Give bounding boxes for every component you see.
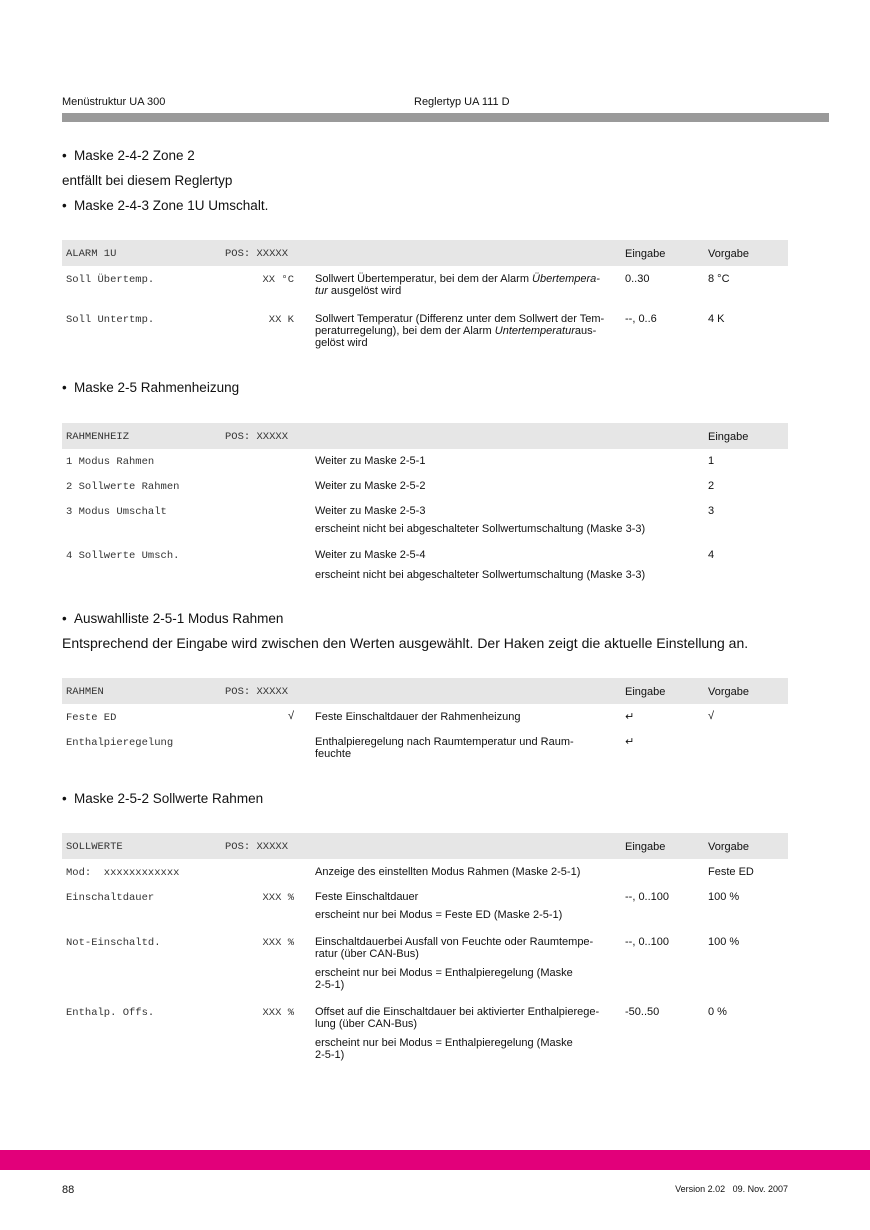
row-value: XXX % <box>262 892 294 904</box>
row-note: erscheint nur bei Modus = Enthalpieregelung (Maske 2-5-1) <box>315 1037 573 1061</box>
row-label: 2 Sollwerte Rahmen <box>66 481 180 493</box>
mask-name: ALARM 1U <box>66 248 117 260</box>
mask-name: RAHMEN <box>66 686 104 698</box>
row-description: Weiter zu Maske 2-5-3 <box>315 505 426 517</box>
row-description: Weiter zu Maske 2-5-2 <box>315 480 426 492</box>
col-eingabe: Eingabe <box>625 841 666 853</box>
footer-band <box>0 1150 870 1170</box>
row-eingabe: --, 0..100 <box>625 936 670 948</box>
row-label: 3 Modus Umschalt <box>66 506 167 518</box>
col-eingabe: Eingabe <box>625 686 666 698</box>
row-description: Anzeige des einstellten Modus Rahmen (Maske 2-5-1) <box>315 866 581 878</box>
row-description: Feste Einschaltdauer der Rahmenheizung <box>315 711 521 723</box>
row-value: XX °C <box>262 274 294 286</box>
col-vorgabe: Vorgabe <box>708 686 749 698</box>
row-vorgabe: 100 % <box>708 936 740 948</box>
row-eingabe: --, 0..6 <box>625 313 657 325</box>
row-vorgabe: 0 % <box>708 1006 727 1018</box>
col-eingabe: Eingabe <box>708 431 749 443</box>
table-header <box>62 240 788 266</box>
row-eingabe: 2 <box>708 480 715 492</box>
row-eingabe: --, 0..100 <box>625 891 670 903</box>
row-description: Offset auf die Einschaltdauer bei aktivierter Enthalpierege- lung (über CAN-Bus) <box>315 1006 600 1030</box>
section-heading: • Maske 2-4-3 Zone 1U Umschalt. <box>62 198 269 213</box>
row-vorgabe: 4 K <box>708 313 725 325</box>
section-note: entfällt bei diesem Reglertyp <box>62 173 233 188</box>
row-label: Enthalp. Offs. <box>66 1007 155 1019</box>
page-number: 88 <box>62 1184 75 1196</box>
row-label: Mod: xxxxxxxxxxxx <box>66 867 180 879</box>
row-eingabe: 3 <box>708 505 715 517</box>
mask-pos: POS: XXXXX <box>225 686 289 698</box>
row-note: erscheint nicht bei abgeschalteter Sollwertumschaltung (Maske 3-3) <box>315 523 646 535</box>
row-label: Not-Einschaltd. <box>66 937 161 949</box>
row-eingabe: 0..30 <box>625 273 650 285</box>
col-vorgabe: Vorgabe <box>708 841 749 853</box>
section-heading: • Auswahlliste 2-5-1 Modus Rahmen <box>62 611 284 626</box>
default-check-icon: √ <box>708 710 715 722</box>
header-rule <box>62 113 829 122</box>
row-label: Soll Übertemp. <box>66 274 155 286</box>
row-vorgabe: 8 °C <box>708 273 730 285</box>
row-description: Einschaltdauerbei Ausfall von Feuchte oder Raumtempe- ratur (über CAN-Bus) <box>315 936 594 960</box>
row-label: Feste ED <box>66 712 117 724</box>
mask-pos: POS: XXXXX <box>225 248 289 260</box>
row-eingabe: -50..50 <box>625 1006 660 1018</box>
row-label: Einschaltdauer <box>66 892 155 904</box>
enter-icon: ↵ <box>625 736 635 748</box>
section-heading: • Maske 2-5 Rahmenheizung <box>62 380 240 395</box>
enter-icon: ↵ <box>625 711 635 723</box>
col-vorgabe: Vorgabe <box>708 248 749 260</box>
table-header <box>62 678 788 704</box>
row-label: 1 Modus Rahmen <box>66 456 155 468</box>
mask-pos: POS: XXXXX <box>225 431 289 443</box>
row-description: Weiter zu Maske 2-5-4 <box>315 549 426 561</box>
row-value: XXX % <box>262 1007 294 1019</box>
mask-pos: POS: XXXXX <box>225 841 289 853</box>
row-description: Enthalpieregelung nach Raumtemperatur und Raum- feuchte <box>315 736 574 760</box>
row-note: erscheint nicht bei abgeschalteter Sollwertumschaltung (Maske 3-3) <box>315 569 646 581</box>
header-controller-type: Reglertyp UA 111 D <box>414 96 510 108</box>
mask-name: SOLLWERTE <box>66 841 123 853</box>
row-vorgabe: Feste ED <box>708 866 754 878</box>
row-note: erscheint nur bei Modus = Enthalpieregelung (Maske 2-5-1) <box>315 967 573 991</box>
row-eingabe: 1 <box>708 455 715 467</box>
row-label: Enthalpieregelung <box>66 737 174 749</box>
row-eingabe: 4 <box>708 549 715 561</box>
row-description: Feste Einschaltdauer <box>315 891 419 903</box>
section-heading: • Maske 2-5-2 Sollwerte Rahmen <box>62 791 264 806</box>
header-title: Menüstruktur UA 300 <box>62 96 166 108</box>
row-note: erscheint nur bei Modus = Feste ED (Maske 2-5-1) <box>315 909 563 921</box>
row-value: XXX % <box>262 937 294 949</box>
check-icon: √ <box>287 710 294 722</box>
table-header <box>62 423 788 449</box>
row-label: 4 Sollwerte Umsch. <box>66 550 180 562</box>
section-description: Entsprechend der Eingabe wird zwischen den Werten ausgewählt. Der Haken zeigt die aktuelle Einstellung an. <box>62 635 749 651</box>
mask-name: RAHMENHEIZ <box>66 431 130 443</box>
row-value: XX K <box>268 314 294 326</box>
version-date: Version 2.02 09. Nov. 2007 <box>675 1184 788 1194</box>
table-header <box>62 833 788 859</box>
section-heading: • Maske 2-4-2 Zone 2 <box>62 148 195 163</box>
row-description: Sollwert Übertemperatur, bei dem der Alarm Übertempera- tur ausgelöst wird <box>315 273 600 297</box>
row-label: Soll Untertmp. <box>66 314 155 326</box>
row-vorgabe: 100 % <box>708 891 740 903</box>
col-eingabe: Eingabe <box>625 248 666 260</box>
row-description: Weiter zu Maske 2-5-1 <box>315 455 426 467</box>
row-description: Sollwert Temperatur (Differenz unter dem Sollwert der Tem- peraturregelung), bei dem der Alarm Untertemperaturaus- gelöst wird <box>315 313 605 349</box>
